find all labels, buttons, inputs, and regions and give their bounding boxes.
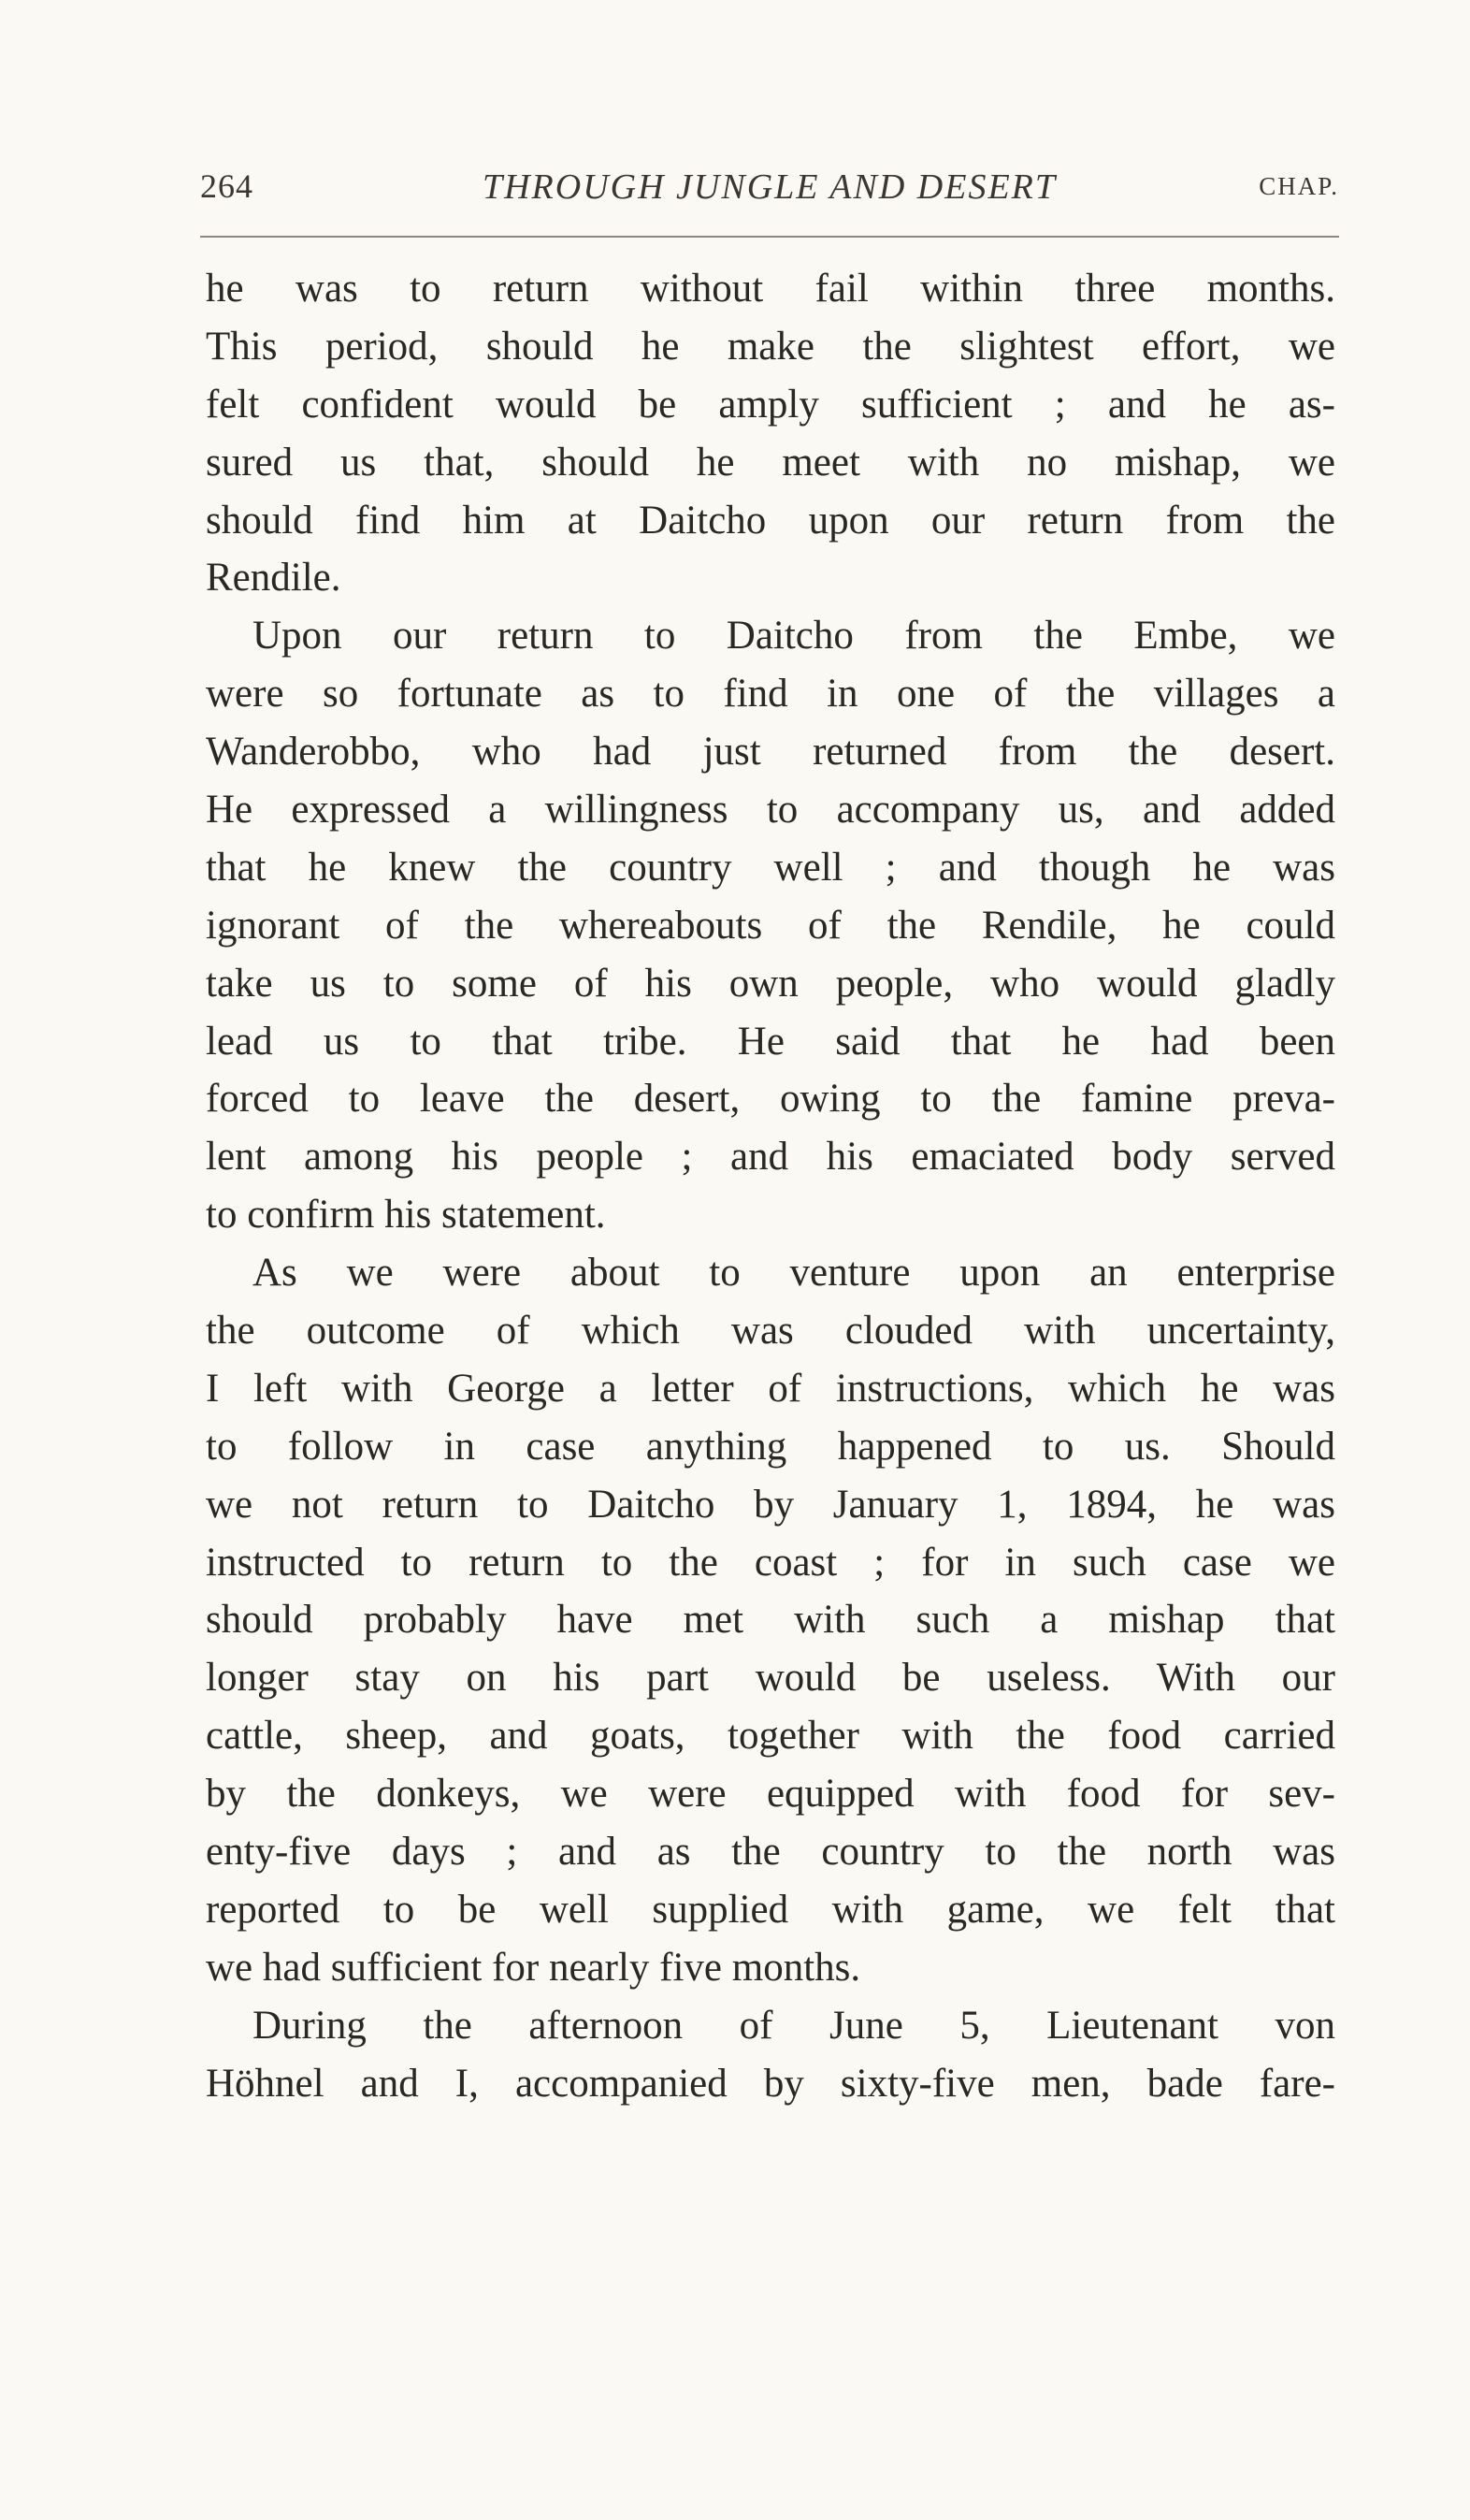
text-line: should probably have met with such a mishap that: [206, 1598, 1335, 1643]
text-line: instructed to return to the coast ; for in such case we: [206, 1540, 1335, 1585]
text-line: longer stay on his part would be useless. With our: [206, 1656, 1335, 1701]
text-line: by the donkeys, we were equipped with food for sev-: [206, 1772, 1335, 1817]
text-line: Höhnel and I, accompanied by sixty-five men, bade fare-: [206, 2061, 1335, 2106]
header-rule: [200, 236, 1339, 238]
text-line: Upon our return to Daitcho from the Embe, we: [252, 614, 1335, 659]
text-line: I left with George a letter of instructions, which he was: [206, 1366, 1335, 1411]
text-line: ignorant of the whereabouts of the Rendile, he could: [206, 903, 1335, 948]
text-line: take us to some of his own people, who would gladly: [206, 961, 1335, 1006]
page-number: 264: [200, 167, 253, 205]
text-line: that he knew the country well ; and though he was: [206, 845, 1335, 890]
text-line: This period, should he make the slightest effort, we: [206, 324, 1335, 369]
text-line: to follow in case anything happened to us. Should: [206, 1424, 1335, 1469]
text-line: felt confident would be amply sufficient ; and he as-: [206, 382, 1335, 427]
text-line: He expressed a willingness to accompany us, and added: [206, 788, 1335, 833]
text-line: lead us to that tribe. He said that he had been: [206, 1019, 1335, 1064]
text-line: were so fortunate as to find in one of the villages a: [206, 672, 1335, 717]
text-line: Rendile.: [206, 556, 341, 601]
text-line: the outcome of which was clouded with uncertainty,: [206, 1309, 1335, 1354]
running-title: THROUGH JUNGLE AND DESERT: [482, 167, 1058, 207]
page-header: [200, 167, 1339, 219]
text-line: enty-five days ; and as the country to the north was: [206, 1830, 1335, 1875]
text-line: As we were about to venture upon an enterprise: [252, 1251, 1335, 1296]
text-line: we not return to Daitcho by January 1, 1894, he was: [206, 1482, 1335, 1527]
chapter-mark: CHAP.: [1259, 172, 1339, 200]
text-line: Wanderobbo, who had just returned from the desert.: [206, 730, 1335, 775]
text-line: forced to leave the desert, owing to the famine preva-: [206, 1077, 1335, 1122]
text-line: should find him at Daitcho upon our return from the: [206, 498, 1335, 543]
text-line: to confirm his statement.: [206, 1193, 606, 1238]
text-line: reported to be well supplied with game, we felt that: [206, 1887, 1335, 1932]
text-line: During the afternoon of June 5, Lieutenant von: [252, 2003, 1335, 2048]
text-line: we had sufficient for nearly five months.: [206, 1945, 861, 1990]
text-line: sured us that, should he meet with no mishap, we: [206, 440, 1335, 485]
body-text: [206, 260, 1335, 2113]
text-line: lent among his people ; and his emaciated body served: [206, 1135, 1335, 1180]
text-line: he was to return without fail within three months.: [206, 267, 1335, 311]
text-line: cattle, sheep, and goats, together with the food carried: [206, 1714, 1335, 1759]
